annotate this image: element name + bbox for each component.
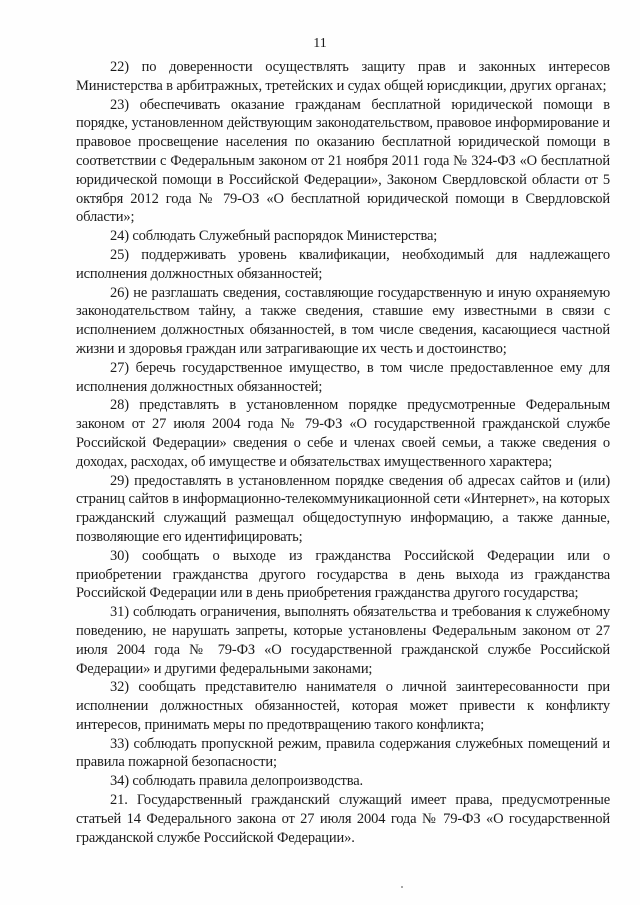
paragraph-item-28: 28) представлять в установленном порядке предусмотренные Федеральным законом от 27 июля 2004 года № 79-ФЗ «О государственной гражданской службе Российской Федерации» сведения о себе и членах своей семьи, а также сведения о доходах, расходах, об имуществе и обязательствах имущественного характера;: [76, 397, 610, 470]
paragraph-item-34: 34) соблюдать правила делопроизводства.: [110, 773, 363, 790]
paragraph-item-23: 23) обеспечивать оказание гражданам бесплатной юридической помощи в порядке, установленном действующим законодательством, правовое информирование и правовое просвещение населения по оказанию бесплатной юридической помощи в соответствии с Федеральным законом от 21 ноября 2011 года № 324-ФЗ «О бесплатной юридической помощи в Российской Федерации», Законом Свердловской области от 5 октября 2012 года № 79-ОЗ «О бесплатной юридической помощи в Свердловской области»;: [76, 96, 610, 226]
document-body: [76, 58, 610, 847]
paragraph-item-22: 22) по доверенности осуществлять защиту прав и законных интересов Министерства в арбитражных, третейских и судах общей юрисдикции, других органах;: [76, 59, 610, 94]
scan-artifact-dot: [401, 886, 403, 888]
page-number: 11: [313, 36, 327, 51]
paragraph-item-31: 31) соблюдать ограничения, выполнять обязательства и требования к служебному поведению, не нарушать запреты, которые установлены Федеральным законом от 27 июля 2004 года № 79-ФЗ «О государственной гражданской службе Российской Федерации» и другими федеральными законами;: [76, 604, 610, 677]
paragraph-item-33: 33) соблюдать пропускной режим, правила содержания служебных помещений и правила пожарной безопасности;: [76, 735, 610, 771]
paragraph-item-32: 32) сообщать представителю нанимателя о личной заинтересованности при исполнении должностных обязанностей, которая может привести к конфликту интересов, принимать меры по предотвращению такого конфликта;: [76, 679, 610, 733]
paragraph-item-27: 27) беречь государственное имущество, в том числе предоставленное ему для исполнения должностных обязанностей;: [76, 359, 610, 395]
paragraph-item-24: 24) соблюдать Служебный распорядок Министерства;: [110, 228, 438, 245]
paragraph-item-25: 25) поддерживать уровень квалификации, необходимый для надлежащего исполнения должностных обязанностей;: [76, 246, 610, 282]
paragraph-item-29: 29) предоставлять в установленном порядке сведения об адресах сайтов и (или) страниц сайтов в информационно-телекоммуникационной сети «Интернет», на которых гражданский служащий размещал общедоступную информацию, а также данные, позволяющие его идентифицировать;: [76, 472, 610, 545]
paragraph-section-21: 21. Государственный гражданский служащий имеет права, предусмотренные статьей 14 Федерального закона от 27 июля 2004 года № 79-ФЗ «О государственной гражданской службе Российской Федерации».: [76, 792, 610, 846]
paragraph-item-30: 30) сообщать о выходе из гражданства Российской Федерации или о приобретении гражданства другого государства в день выхода из гражданства Российской Федерации или в день приобретения гражданства другого государства;: [76, 547, 610, 602]
paragraph-item-26: 26) не разглашать сведения, составляющие государственную и иную охраняемую законодательством тайну, а также сведения, ставшие ему известными в связи с исполнением должностных обязанностей, в том числе сведения, касающиеся частной жизни и здоровья граждан или затрагивающие их честь и достоинство;: [76, 284, 610, 357]
